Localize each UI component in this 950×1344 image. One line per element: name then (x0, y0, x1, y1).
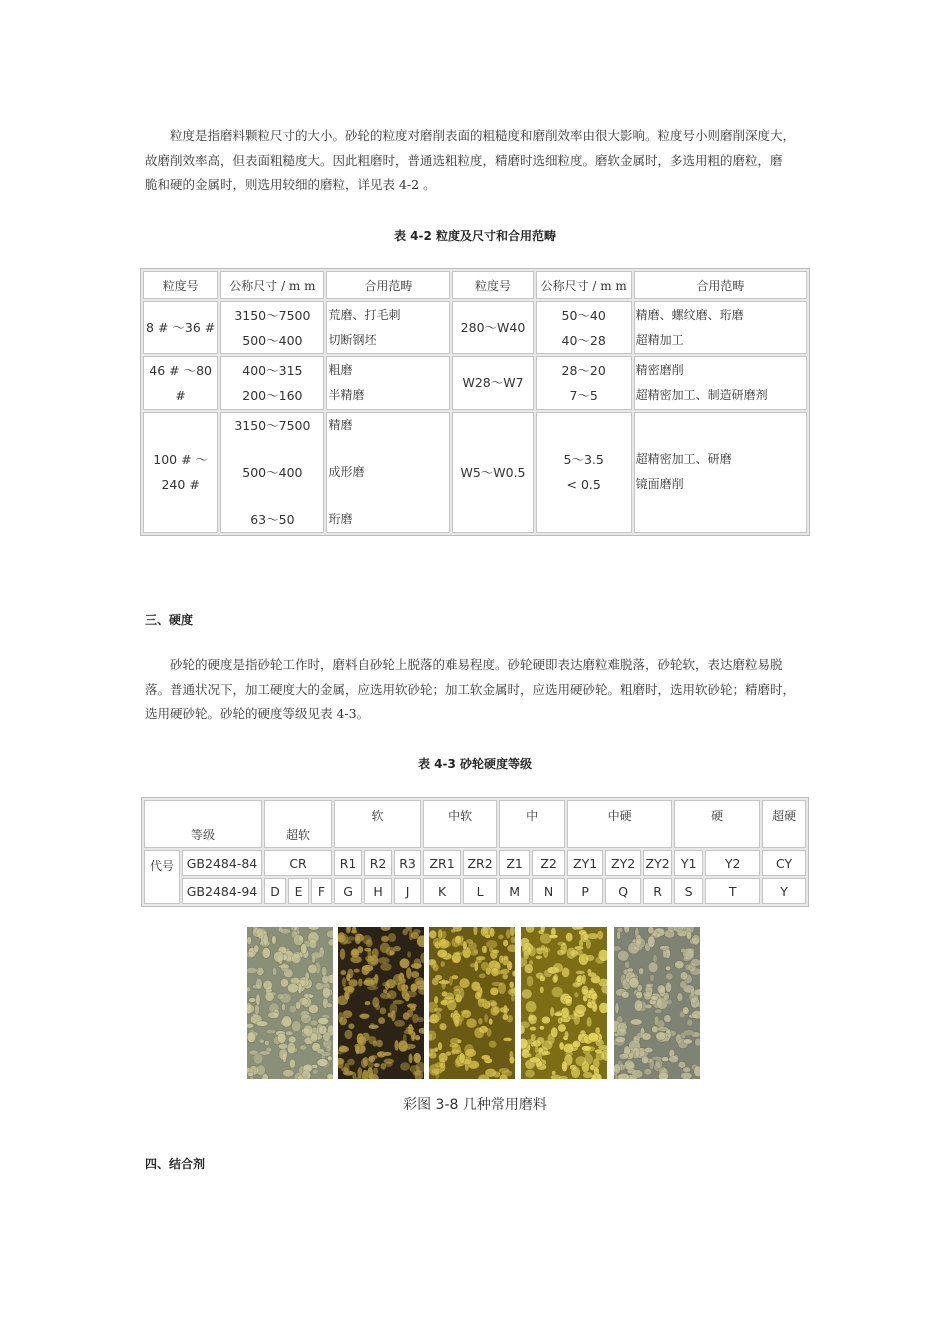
cell-text: 3150～7500 (234, 307, 311, 323)
code-cell: S (674, 878, 703, 904)
cell-text: 3150～7500 (234, 417, 311, 433)
cell-text: 超精密加工、制造研磨剂 (635, 387, 768, 402)
size-cell (536, 412, 632, 533)
grade-medium-soft: 中软 (423, 800, 497, 848)
cell-text: 8 # ～36 # (146, 320, 216, 336)
grit-cell (143, 412, 218, 533)
abrasive-photo-5 (614, 927, 700, 1079)
cell-text: 50～40 (561, 307, 606, 323)
cell-text: 28～20 (561, 362, 606, 378)
use-cell (634, 301, 807, 354)
cell-text: 7～5 (569, 387, 598, 403)
grade-medium-hard: 中硬 (567, 800, 672, 848)
cell-text: 精磨 (328, 417, 353, 432)
cell-text: 63～50 (250, 511, 295, 527)
header-use-2: 合用范畴 (634, 271, 807, 299)
table-4-3 (141, 797, 809, 907)
cell-text: 500～400 (242, 464, 303, 480)
code-cell: M (499, 878, 530, 904)
table-row (143, 356, 807, 409)
cell-text: 100 # ～ (153, 452, 209, 468)
grit-cell (452, 412, 533, 533)
code-cell: Y1 (674, 850, 703, 876)
abrasive-photo-2 (338, 927, 424, 1079)
code-cell: Q (605, 878, 641, 904)
hardness-line-2: 落。普通状况下，加工硬度大的金属，应选用软砂轮；加工软金属时，应选用硬砂轮。粗磨时，选用软砂轮；精磨时， (145, 681, 796, 697)
code-cell: H (364, 878, 392, 904)
header-grit: 粒度号 (143, 271, 218, 299)
abrasive-photo-3 (429, 927, 515, 1079)
table-row (143, 301, 807, 354)
size-cell (536, 356, 632, 409)
code-cell: R2 (364, 850, 392, 876)
code-cell: ZY2 (605, 850, 641, 876)
code-cell: CR (264, 850, 332, 876)
code-cell: F (311, 878, 332, 904)
hardness-paragraph (145, 653, 807, 727)
code-cell: R3 (394, 850, 421, 876)
standard-label: GB2484-94 (182, 878, 262, 904)
code-cell: N (532, 878, 565, 904)
cell-text: 超精加工 (635, 332, 684, 347)
code-cell: K (423, 878, 461, 904)
size-cell (220, 412, 324, 533)
header-grit-2: 粒度号 (452, 271, 533, 299)
table-row (143, 412, 807, 533)
use-cell (326, 301, 450, 354)
cell-text: 粗磨 (328, 362, 353, 377)
code-cell: R (643, 878, 672, 904)
code-cell: G (334, 878, 362, 904)
code-cell: Y (762, 878, 806, 904)
grade-row (144, 800, 806, 848)
cell-text: 珩磨 (328, 511, 353, 526)
abrasive-figure (247, 927, 702, 1079)
cell-text: W5～W0.5 (460, 464, 526, 480)
cell-text: 精磨、螺纹磨、珩磨 (635, 307, 744, 322)
cell-text: 精密磨削 (635, 362, 684, 377)
code-cell: Y2 (705, 850, 760, 876)
grade-super-soft: 超软 (264, 800, 332, 848)
section-4-heading: 四、结合剂 (145, 1157, 206, 1171)
use-cell (326, 356, 450, 409)
hardness-line-3: 选用硬砂轮。砂轮的硬度等级见表 4-3。 (145, 706, 370, 721)
code-cell: P (567, 878, 603, 904)
intro-paragraph (145, 124, 807, 198)
header-size: 公称尺寸 / m m (220, 271, 324, 299)
cell-text: 280～W40 (460, 320, 526, 336)
use-cell (326, 412, 450, 533)
grit-cell (452, 356, 533, 409)
code-cell: Z2 (532, 850, 565, 876)
cell-text: W28～W7 (462, 375, 524, 391)
grade-soft: 软 (334, 800, 421, 848)
cell-text: 400～315 (242, 362, 303, 378)
table-4-2 (140, 268, 810, 536)
grit-cell (143, 301, 218, 354)
code-cell: D (264, 878, 286, 904)
code-cell: ZY1 (567, 850, 603, 876)
abrasive-photo-4 (521, 927, 607, 1079)
size-cell (536, 301, 632, 354)
cell-text: 500～400 (242, 332, 303, 348)
abrasive-photo-1 (247, 927, 333, 1079)
code-cell: E (288, 878, 309, 904)
size-cell (220, 301, 324, 354)
use-cell (634, 412, 807, 533)
code-label: 代号 (144, 850, 180, 904)
grade-hard: 硬 (674, 800, 760, 848)
figure-caption: 彩图 3-8 几种常用磨料 (403, 1097, 547, 1113)
grit-cell (452, 301, 533, 354)
hardness-line-1: 砂轮的硬度是指砂轮工作时，磨料自砂轮上脱落的难易程度。砂轮硬即表达磨粒难脱落，砂轮软，表达磨粒易脱 (170, 657, 783, 672)
cell-text: 40～28 (561, 332, 606, 348)
table-header-row (143, 271, 807, 299)
table-row (144, 850, 806, 876)
table-4-3-caption: 表 4-3 砂轮硬度等级 (417, 757, 533, 771)
table-row (144, 878, 806, 904)
cell-text: 超精密加工、研磨 (635, 452, 732, 467)
code-cell: ZR2 (463, 850, 497, 876)
cell-text: 荒磨、打毛刺 (328, 307, 401, 322)
intro-line-2: 故磨削效率高，但表面粗糙度大。因此粗磨时，普通选粗粒度，精磨时选细粒度。磨软金属时，多选用粗的磨粒，磨 (145, 152, 783, 168)
cell-text: 切断钢坯 (328, 332, 377, 347)
intro-line-1: 粒度是指磨料颗粒尺寸的大小。砂轮的粒度对磨削表面的粗糙度和磨削效率由很大影响。粒度号小则磨削深度大， (170, 128, 796, 143)
table-4-2-caption: 表 4-2 粒度及尺寸和合用范畴 (393, 229, 557, 243)
code-cell: R1 (334, 850, 362, 876)
cell-text: # (175, 387, 186, 403)
cell-text: 半精磨 (328, 387, 365, 402)
cell-text: 200～160 (242, 387, 303, 403)
grade-super-hard: 超硬 (762, 800, 806, 848)
code-cell: ZY2 (643, 850, 672, 876)
intro-line-3: 脆和硬的金属时，则选用较细的磨粒，详见表 4-2 。 (145, 177, 436, 192)
grit-cell (143, 356, 218, 409)
cell-text: 240 # (161, 477, 200, 493)
cell-text: 5～3.5 (563, 452, 604, 468)
size-cell (220, 356, 324, 409)
code-cell: T (705, 878, 760, 904)
cell-text: 成形磨 (328, 464, 365, 479)
standard-label: GB2484-84 (182, 850, 262, 876)
section-3-heading: 三、硬度 (145, 613, 194, 627)
code-cell: L (463, 878, 497, 904)
grade-medium: 中 (499, 800, 565, 848)
code-cell: J (394, 878, 421, 904)
cell-text: < 0.5 (566, 477, 601, 493)
use-cell (634, 356, 807, 409)
code-cell: CY (762, 850, 806, 876)
cell-text: 镜面磨削 (635, 477, 684, 492)
header-use: 合用范畴 (326, 271, 450, 299)
header-size-2: 公称尺寸 / m m (536, 271, 632, 299)
code-cell: Z1 (499, 850, 530, 876)
grade-label: 等级 (144, 800, 262, 848)
code-cell: ZR1 (423, 850, 461, 876)
cell-text: 46 # ～80 (149, 362, 213, 378)
